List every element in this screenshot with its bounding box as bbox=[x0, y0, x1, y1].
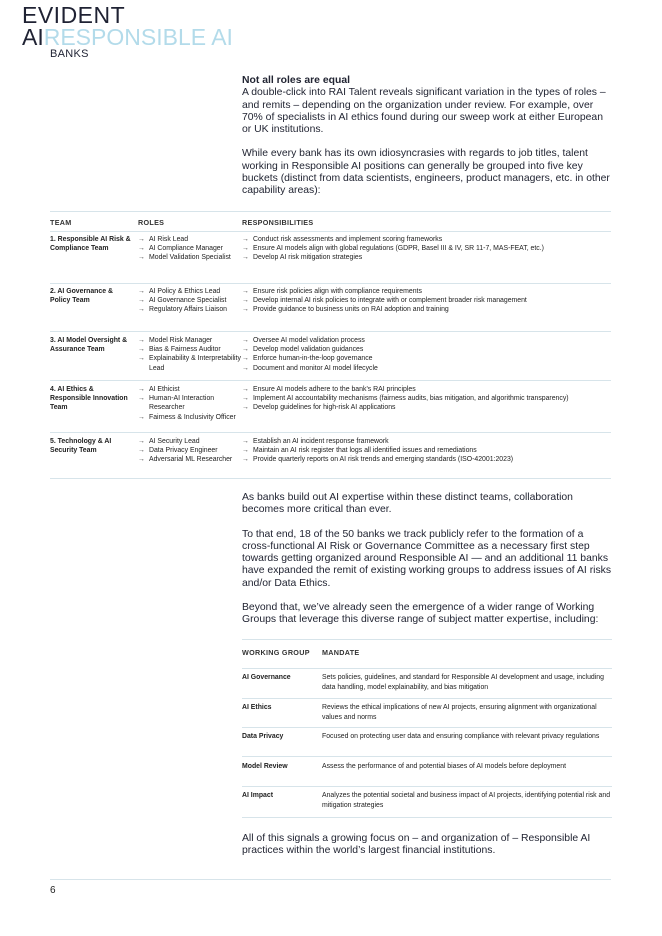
list-item bbox=[242, 287, 611, 296]
list-item bbox=[138, 235, 242, 244]
intro-paragraph-2: While every bank has its own idiosyncrasies with regards to job titles, talent working in Responsible AI positions can generally be grouped into five key buckets (distinct from data scientists, engineers, product managers, etc. in other capability areas): bbox=[242, 148, 610, 197]
working-group-mandate: Analyzes the potential societal and business impact of AI projects, identifying potential risk and mitigation strategies bbox=[322, 792, 611, 809]
list-item bbox=[138, 455, 242, 464]
list-item bbox=[138, 287, 242, 296]
closing-paragraph: All of this signals a growing focus on – and organization of – Responsible AI practices within the world’s largest financial institutions. bbox=[242, 833, 591, 857]
list-item bbox=[138, 345, 242, 354]
list-item-text: Implement AI accountability mechanisms (fairness audits, bias mitigation, and algorithmic transparency) bbox=[253, 395, 569, 403]
list-item-text: AI Governance Specialist bbox=[149, 297, 227, 305]
list-item bbox=[242, 403, 611, 412]
middle-paragraph-2: To that end, 18 of the 50 banks we track publicly refer to the formation of a cross-functional AI Risk or Governance Committee as a necessary first step towards getting organized around Responsible AI — and an additional 11 banks have expanded the remit of existing working groups to address issues of AI risks and/or Data Ethics. bbox=[242, 528, 612, 589]
list-item bbox=[242, 305, 611, 314]
list-item bbox=[138, 354, 242, 372]
arrow-right-icon: → bbox=[242, 337, 249, 344]
team-name: 5. Technology & AI Security Team bbox=[50, 438, 112, 455]
table-top-rule bbox=[50, 211, 611, 212]
arrow-right-icon: → bbox=[138, 438, 145, 445]
working-group-mandate: Assess the performance of and potential biases of AI models before deployment bbox=[322, 763, 566, 770]
arrow-right-icon: → bbox=[242, 386, 249, 393]
table-row-rule bbox=[50, 432, 611, 433]
list-item-text: AI Risk Lead bbox=[149, 236, 189, 243]
arrow-right-icon: → bbox=[242, 236, 249, 243]
team-responsibilities bbox=[242, 437, 611, 465]
list-item bbox=[242, 244, 611, 253]
list-item bbox=[242, 394, 611, 403]
team-responsibilities bbox=[242, 235, 611, 263]
working-group-name: Model Review bbox=[242, 763, 288, 770]
list-item-text: Develop model validation guidances bbox=[253, 346, 364, 354]
team-name: 2. AI Governance & Policy Team bbox=[50, 288, 113, 305]
list-item bbox=[242, 296, 611, 305]
list-item-text: Conduct risk assessments and implement scoring frameworks bbox=[253, 236, 443, 243]
list-item bbox=[242, 235, 611, 244]
arrow-right-icon: → bbox=[242, 297, 249, 305]
team-responsibilities bbox=[242, 287, 611, 315]
team-responsibilities bbox=[242, 385, 611, 413]
arrow-right-icon: → bbox=[138, 456, 145, 464]
list-item bbox=[138, 296, 242, 305]
groups-row-rule bbox=[242, 786, 612, 787]
list-item bbox=[242, 253, 611, 262]
groups-header-rule bbox=[242, 668, 612, 669]
team-roles bbox=[138, 235, 242, 263]
arrow-right-icon: → bbox=[138, 346, 145, 354]
list-item-text: Document and monitor AI model lifecycle bbox=[253, 364, 378, 372]
list-item-text: Data Privacy Engineer bbox=[149, 447, 218, 455]
list-item bbox=[138, 394, 242, 412]
team-name: 4. AI Ethics & Responsible Innovation Team bbox=[50, 386, 128, 412]
arrow-right-icon: → bbox=[138, 306, 145, 314]
list-item-text: Fairness & Inclusivity Officer bbox=[149, 413, 236, 421]
arrow-right-icon: → bbox=[242, 456, 249, 464]
arrow-right-icon: → bbox=[242, 404, 249, 412]
section-heading: Not all roles are equal bbox=[242, 75, 350, 86]
working-group-name: Data Privacy bbox=[242, 733, 284, 740]
logo-wordmark: EVIDENT bbox=[22, 2, 126, 28]
working-group-name: AI Impact bbox=[242, 792, 274, 799]
list-item-text: AI Security Lead bbox=[149, 438, 200, 445]
page-number: 6 bbox=[50, 885, 56, 896]
list-item-text: Ensure risk policies align with compliance requirements bbox=[253, 288, 422, 295]
list-item-text: Provide quarterly reports on AI risk trends and emerging standards (ISO-42001:2023) bbox=[253, 456, 514, 464]
list-item-text: Establish an AI incident response framework bbox=[253, 438, 389, 445]
groups-row-rule bbox=[242, 698, 612, 699]
table-row-rule bbox=[50, 331, 611, 332]
list-item bbox=[242, 354, 611, 363]
groups-row-rule bbox=[242, 727, 612, 728]
list-item-text: Develop guidelines for high-risk AI applications bbox=[253, 404, 396, 412]
arrow-right-icon: → bbox=[242, 346, 249, 354]
arrow-right-icon: → bbox=[242, 254, 249, 262]
list-item bbox=[138, 446, 242, 455]
list-item bbox=[242, 437, 611, 446]
arrow-right-icon: → bbox=[138, 245, 145, 253]
arrow-right-icon: → bbox=[138, 236, 145, 243]
working-group-mandate: Sets policies, guidelines, and standard for Responsible AI development and usage, including data handling, model explainability, and bias mitigation bbox=[322, 674, 604, 691]
list-item bbox=[242, 345, 611, 354]
team-roles bbox=[138, 385, 242, 422]
list-item bbox=[138, 437, 242, 446]
team-roles bbox=[138, 336, 242, 373]
list-item-text: Oversee AI model validation process bbox=[253, 337, 365, 344]
footer-rule bbox=[50, 879, 611, 880]
list-item-text: Bias & Fairness Auditor bbox=[149, 346, 221, 354]
list-item bbox=[138, 336, 242, 345]
list-item bbox=[242, 385, 611, 394]
evident-logo bbox=[22, 4, 233, 60]
closing-section bbox=[242, 833, 612, 858]
logo-banks: BANKS bbox=[50, 48, 89, 60]
list-item-text: Develop AI risk mitigation strategies bbox=[253, 254, 363, 262]
list-item-text: AI Policy & Ethics Lead bbox=[149, 288, 221, 295]
arrow-right-icon: → bbox=[138, 355, 145, 363]
working-group-mandate: Reviews the ethical implications of new AI projects, ensuring alignment with organizational values and norms bbox=[322, 704, 597, 721]
list-item bbox=[242, 336, 611, 345]
arrow-right-icon: → bbox=[242, 245, 249, 253]
list-item bbox=[138, 385, 242, 394]
list-item-text: Enforce human-in-the-loop governance bbox=[253, 355, 373, 363]
team-responsibilities bbox=[242, 336, 611, 373]
logo-responsible-ai: RESPONSIBLE AI bbox=[43, 24, 233, 50]
intro-paragraph-1: A double-click into RAI Talent reveals significant variation in the types of roles – and remits – depending on the organization under review. For example, over 70% of specialists in AI ethics found during our sweep work at either European or UK institutions. bbox=[242, 87, 606, 136]
middle-section bbox=[242, 492, 612, 627]
arrow-right-icon: → bbox=[242, 355, 249, 363]
groups-table-top-rule bbox=[242, 639, 612, 640]
team-roles bbox=[138, 287, 242, 315]
table-header-rule bbox=[50, 231, 611, 232]
list-item-text: Adversarial ML Researcher bbox=[149, 456, 233, 464]
groups-bottom-rule bbox=[242, 817, 612, 818]
arrow-right-icon: → bbox=[242, 364, 249, 372]
list-item-text: Maintain an AI risk register that logs all identified issues and remediations bbox=[253, 447, 477, 455]
arrow-right-icon: → bbox=[242, 447, 249, 455]
column-header-team: TEAM bbox=[50, 218, 72, 227]
list-item-text: Ensure AI models adhere to the bank’s RAI principles bbox=[253, 386, 416, 393]
team-name: 3. AI Model Oversight & Assurance Team bbox=[50, 337, 128, 354]
list-item bbox=[242, 364, 611, 373]
list-item bbox=[242, 455, 611, 464]
working-group-name: AI Governance bbox=[242, 674, 291, 681]
arrow-right-icon: → bbox=[138, 254, 145, 262]
arrow-right-icon: → bbox=[138, 386, 145, 393]
list-item-text: Provide guidance to business units on RAI adoption and training bbox=[253, 306, 449, 314]
arrow-right-icon: → bbox=[138, 395, 145, 403]
arrow-right-icon: → bbox=[242, 438, 249, 445]
arrow-right-icon: → bbox=[242, 306, 249, 314]
column-header-mandate: MANDATE bbox=[322, 648, 360, 657]
arrow-right-icon: → bbox=[138, 447, 145, 455]
arrow-right-icon: → bbox=[138, 288, 145, 295]
list-item bbox=[138, 413, 242, 422]
list-item-text: Model Validation Specialist bbox=[149, 254, 231, 262]
list-item-text: AI Compliance Manager bbox=[149, 245, 223, 253]
list-item bbox=[138, 253, 242, 262]
list-item-text: Regulatory Affairs Liaison bbox=[149, 306, 228, 314]
middle-paragraph-3: Beyond that, we’ve already seen the emergence of a wider range of Working Groups that leverage this diverse range of subject matter expertise, including: bbox=[242, 602, 599, 626]
list-item bbox=[138, 305, 242, 314]
table-row-rule bbox=[50, 380, 611, 381]
groups-row-rule bbox=[242, 756, 612, 757]
working-group-mandate: Focused on protecting user data and ensuring compliance with relevant privacy regulations bbox=[322, 733, 600, 740]
arrow-right-icon: → bbox=[138, 297, 145, 305]
team-roles bbox=[138, 437, 242, 465]
list-item bbox=[242, 446, 611, 455]
column-header-working-group: WORKING GROUP bbox=[242, 648, 310, 657]
middle-paragraph-1: As banks build out AI expertise within these distinct teams, collaboration becomes more critical than ever. bbox=[242, 492, 573, 516]
table-row-rule bbox=[50, 283, 611, 284]
list-item-text: Explainability & Interpretability Lead bbox=[149, 355, 241, 372]
list-item bbox=[138, 244, 242, 253]
logo-ai: AI bbox=[22, 24, 44, 50]
arrow-right-icon: → bbox=[138, 337, 145, 344]
arrow-right-icon: → bbox=[138, 413, 145, 421]
list-item-text: Develop internal AI risk policies to integrate with or complement broader risk management bbox=[253, 297, 527, 305]
team-name: 1. Responsible AI Risk & Compliance Team bbox=[50, 236, 131, 253]
list-item-text: AI Ethicist bbox=[149, 386, 180, 393]
arrow-right-icon: → bbox=[242, 395, 249, 403]
column-header-responsibilities: RESPONSIBILITIES bbox=[242, 218, 314, 227]
logo-subtitle bbox=[22, 26, 233, 48]
column-header-roles: ROLES bbox=[138, 218, 165, 227]
table-bottom-rule bbox=[50, 478, 611, 479]
intro-section bbox=[242, 75, 612, 198]
list-item-text: Human-AI Interaction Researcher bbox=[149, 395, 215, 412]
list-item-text: Model Risk Manager bbox=[149, 337, 213, 344]
list-item-text: Ensure AI models align with global regulations (GDPR, Basel III & IV, SR 11-7, MAS-FEAT, etc.) bbox=[253, 245, 544, 253]
working-group-name: AI Ethics bbox=[242, 704, 272, 711]
arrow-right-icon: → bbox=[242, 288, 249, 295]
